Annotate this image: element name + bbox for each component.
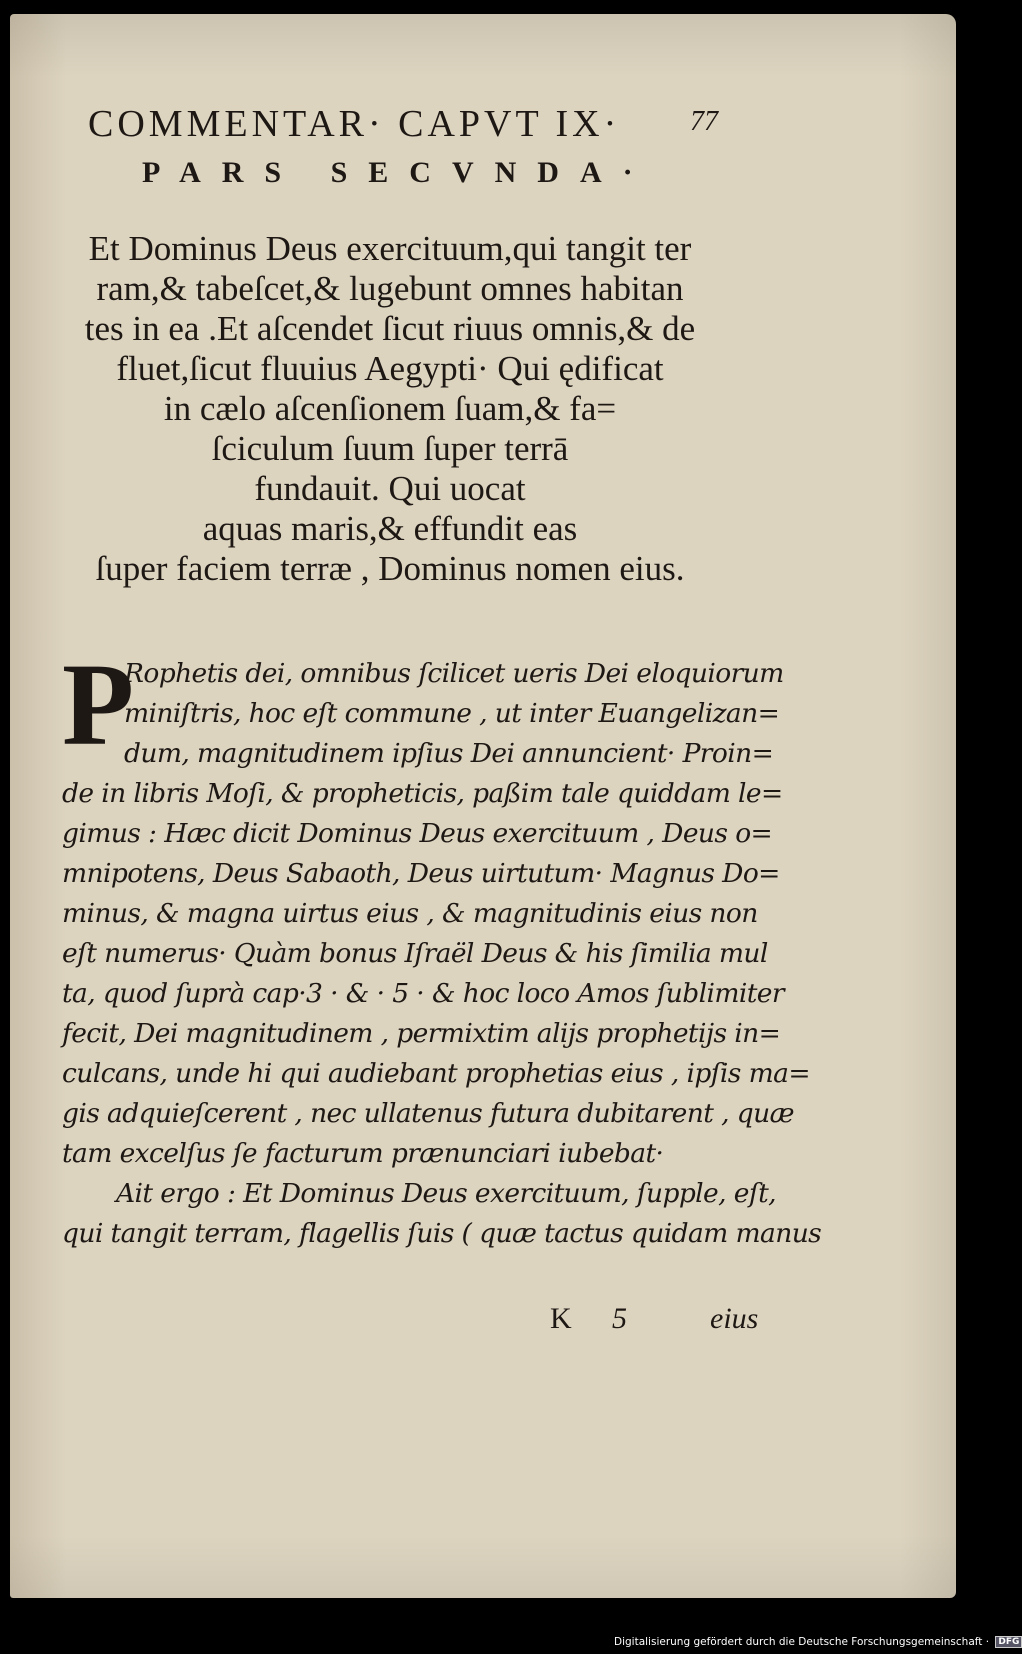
commentary-line: gimus : Hæc dicit Dominus Deus exercituum , Deus o= [62, 818, 773, 849]
commentary-line: mnipotens, Deus Sabaoth, Deus uirtutum· Magnus Do= [62, 858, 780, 889]
commentary-block [62, 654, 822, 1254]
verse-line: ſuper faciem terræ , Dominus nomen eius. [95, 549, 685, 588]
verse-line: Et Dominus Deus exercituum,qui tangit ter [88, 229, 692, 268]
running-head-title: COMMENTAR· CAPVT IX· [88, 103, 621, 145]
verse-line: tes in ea .Et aſcendet ſicut riuus omnis,& de [84, 309, 696, 348]
signature-mark: K [550, 1302, 572, 1335]
commentary-line: Rophetis dei, omnibus ſcilicet ueris Dei eloquiorum [124, 658, 784, 689]
commentary-line: ta, quod ſuprà cap·3 · & · 5 · & hoc loco Amos ſublimiter [62, 978, 784, 1009]
commentary-line: minus, & magna uirtus eius , & magnitudinis eius non [62, 898, 758, 929]
commentary-line: Ait ergo : Et Dominus Deus exercituum, ſupple, eſt, [116, 1178, 776, 1209]
signature-number: 5 [612, 1302, 627, 1335]
running-head [88, 90, 738, 150]
verse-line: fluet,ſicut fluuius Aegypti· Qui ędificat [116, 349, 664, 388]
dfg-logo: DFG [995, 1636, 1022, 1648]
digitization-credit [614, 1636, 1020, 1648]
commentary-line: qui tangit terram, flagellis ſuis ( quæ tactus quidam manus [62, 1218, 822, 1249]
commentary-line: gis adquieſcerent , nec ullatenus futura dubitarent , quæ [62, 1098, 794, 1129]
verse-line: aquas maris,& effundit eas [202, 509, 578, 548]
commentary-line: tam excelſus ſe facturum prænunciari iubebat· [62, 1138, 664, 1169]
drop-cap: P [62, 639, 135, 770]
credit-text: Digitalisierung gefördert durch die Deutsche Forschungsgemeinschaft · [614, 1636, 990, 1648]
commentary-line: culcans, unde hi qui audiebant prophetias eius , ipſis ma= [62, 1058, 810, 1089]
book-page [10, 14, 956, 1598]
commentary-line: dum, magnitudinem ipſius Dei annuncient· Proin= [124, 738, 774, 769]
commentary-line: miniſtris, hoc eſt commune , ut inter Euangelizan= [124, 698, 780, 729]
commentary-line: eſt numerus· Quàm bonus Iſraël Deus & his ſimilia mul [62, 938, 768, 969]
verse-line: ſciculum ſuum ſuper terrā [211, 429, 569, 468]
verse-line: in cælo aſcenſionem ſuam,& fa= [163, 389, 617, 428]
section-title: PARS SECVNDA· [142, 156, 654, 189]
verse-line: ram,& tabeſcet,& lugebunt omnes habitan [96, 269, 684, 308]
verse-line: fundauit. Qui uocat [254, 469, 526, 508]
page-number: 77 [690, 106, 718, 137]
signature-catchword-line [550, 1302, 780, 1342]
catchword: eius [710, 1302, 759, 1335]
commentary-line: fecit, Dei magnitudinem , permixtim alijs prophetijs in= [62, 1018, 781, 1049]
verse-block [40, 229, 740, 589]
commentary-line: de in libris Moſi, & propheticis, paßim tale quiddam le= [62, 778, 783, 809]
